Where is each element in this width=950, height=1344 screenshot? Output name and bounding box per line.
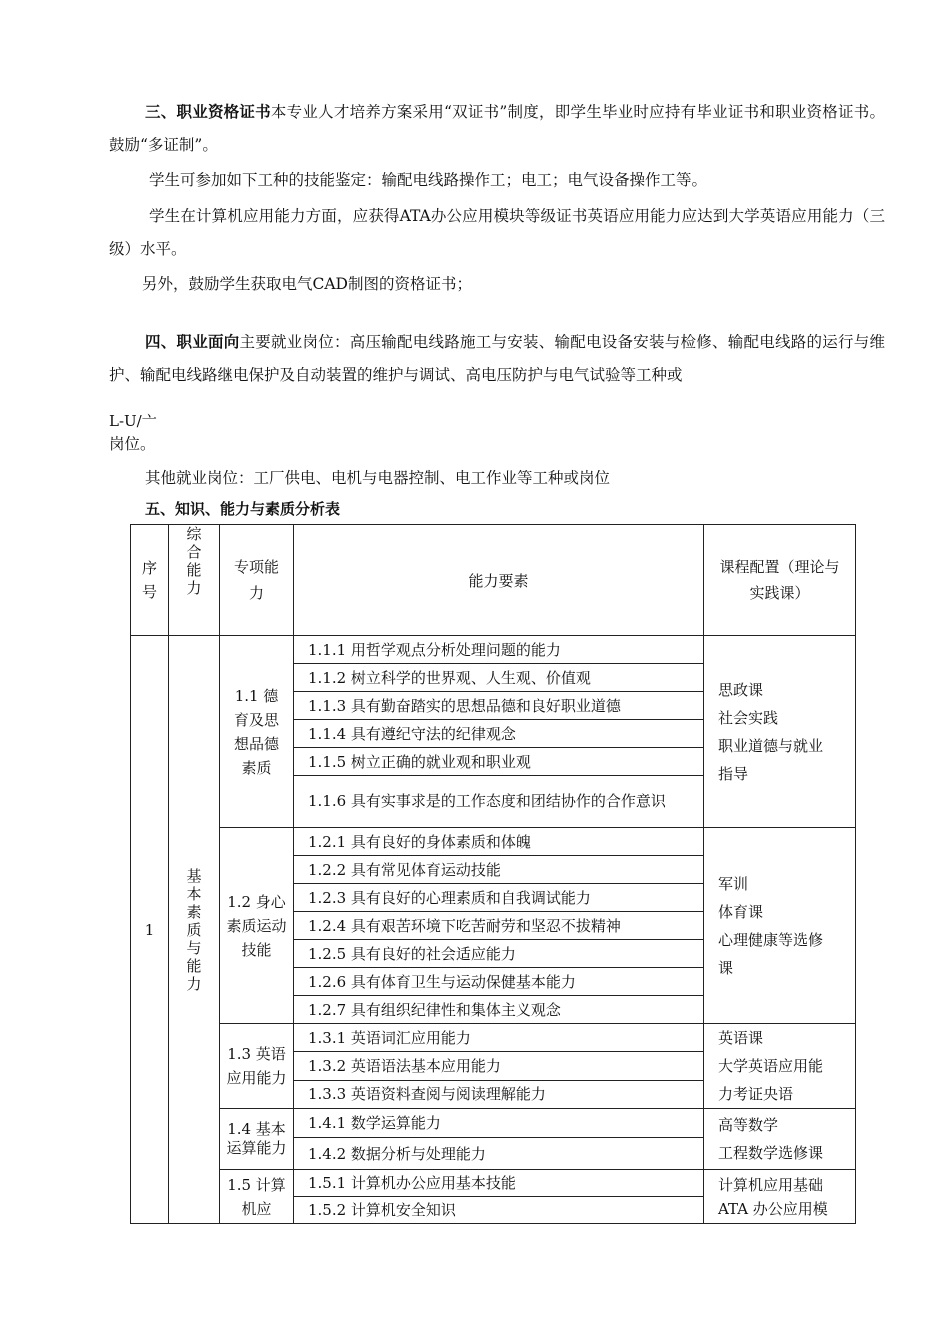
course-line: 力考证央语 xyxy=(718,1085,794,1103)
course-line: 大学英语应用能 xyxy=(718,1057,824,1075)
ability-element: 1.3.2 英语语法基本应用能力 xyxy=(294,1052,704,1080)
ability-element: 1.1.5 树立正确的就业观和职业观 xyxy=(294,748,704,776)
table-row xyxy=(131,1170,856,1197)
section-3-computer-english: 学生在计算机应用能力方面，应获得ATA办公应用模块等级证书英语应用能力应达到大学英语应用能力（三级）水平。 xyxy=(109,206,885,258)
section-3-text: 本专业人才培养方案采用“双证书”制度，即学生毕业时应持有毕业证书和职业资格证书。鼓励“多证制”。 xyxy=(109,102,885,154)
ability-element: 1.2.6 具有体育卫生与运动保健基本能力 xyxy=(294,968,704,996)
course-config xyxy=(704,636,856,828)
section-4-text: 主要就业岗位：高压输配电线路施工与安装、输配电设备安装与检修、输配电线路的运行与维护、输配电线路继电保护及自动装置的维护与调试、高电压防护与电气试验等工种或 xyxy=(109,332,885,384)
course-line: 社会实践 xyxy=(718,708,779,727)
course-line: 课 xyxy=(718,958,734,977)
special-ability: 1.1 德育及思想品德素质 xyxy=(220,636,294,828)
table-row xyxy=(131,636,856,664)
analysis-table xyxy=(130,524,856,1224)
section-3-paragraph xyxy=(109,96,885,162)
ability-element: 1.1.1 用哲学观点分析处理问题的能力 xyxy=(294,636,704,664)
ability-element: 1.2.3 具有良好的心理素质和自我调试能力 xyxy=(294,884,704,912)
ability-element: 1.1.3 具有勤奋踏实的思想品德和良好职业道德 xyxy=(294,692,704,720)
header-elements: 能力要素 xyxy=(294,525,704,636)
course-config xyxy=(704,1024,856,1109)
header-comprehensive: 综合能力 xyxy=(169,525,220,636)
special-ability: 1.4 基本运算能力 xyxy=(220,1109,294,1170)
special-ability: 1.2 身心素质运动技能 xyxy=(220,828,294,1024)
course-line: 心理健康等选修 xyxy=(718,930,824,949)
section-5-heading: 五、知识、能力与素质分析表 xyxy=(145,500,341,518)
section-3-skill-exams: 学生可参加如下工种的技能鉴定：输配电线路操作工；电工；电气设备操作工等。 xyxy=(149,170,708,189)
course-line: 工程数学选修课 xyxy=(718,1144,824,1162)
table-header-row xyxy=(131,525,856,636)
ability-element: 1.1.2 树立科学的世界观、人生观、价值观 xyxy=(294,664,704,692)
ability-element: 1.2.1 具有良好的身体素质和体魄 xyxy=(294,828,704,856)
course-config xyxy=(704,828,856,1024)
comprehensive-ability: 基本素质与能力 xyxy=(169,636,220,1224)
course-line: 计算机应用基础 xyxy=(718,1175,824,1194)
header-no: 序号 xyxy=(131,525,169,636)
course-line: 体育课 xyxy=(718,902,764,921)
row-number: 1 xyxy=(131,636,169,1224)
ability-element: 1.2.5 具有良好的社会适应能力 xyxy=(294,940,704,968)
header-special: 专项能力 xyxy=(220,525,294,636)
course-line: 指导 xyxy=(718,764,749,783)
course-line: 高等数学 xyxy=(718,1116,779,1134)
stray-mark: L-U/亠 xyxy=(109,412,157,430)
course-config xyxy=(704,1109,856,1170)
ability-element: 1.5.1 计算机办公应用基本技能 xyxy=(294,1170,704,1197)
table-row xyxy=(131,1109,856,1138)
section-4-continuation: 岗位。 xyxy=(109,435,156,453)
ability-element: 1.3.1 英语词汇应用能力 xyxy=(294,1024,704,1052)
table-row xyxy=(131,828,856,856)
course-line: 思政课 xyxy=(718,680,764,699)
ability-element: 1.2.4 具有艰苦环境下吃苦耐劳和坚忍不拔精神 xyxy=(294,912,704,940)
ability-element: 1.2.7 具有组织纪律性和集体主义观念 xyxy=(294,996,704,1024)
ability-element: 1.4.2 数据分析与处理能力 xyxy=(294,1138,704,1170)
ability-element: 1.1.4 具有遵纪守法的纪律观念 xyxy=(294,720,704,748)
course-line: 军训 xyxy=(718,874,749,893)
course-line: 职业道德与就业 xyxy=(718,736,824,755)
ability-element: 1.2.2 具有常见体育运动技能 xyxy=(294,856,704,884)
course-line: ATA 办公应用模 xyxy=(718,1199,828,1218)
section-4-other-jobs: 其他就业岗位：工厂供电、电机与电器控制、电工作业等工种或岗位 xyxy=(145,469,611,487)
table-row xyxy=(131,1024,856,1052)
ability-element: 1.3.3 英语资料查阅与阅读理解能力 xyxy=(294,1080,704,1108)
section-4-paragraph xyxy=(109,326,885,392)
ability-element: 1.5.2 计算机安全知识 xyxy=(294,1197,704,1224)
special-ability: 1.3 英语应用能力 xyxy=(220,1024,294,1109)
section-4-heading: 四、职业面向 xyxy=(145,332,240,351)
special-ability: 1.5 计算机应 xyxy=(220,1170,294,1224)
section-3-cad: 另外，鼓励学生获取电气CAD制图的资格证书； xyxy=(142,274,472,293)
header-courses: 课程配置（理论与实践课） xyxy=(704,525,856,636)
section-3-heading: 三、职业资格证书 xyxy=(145,102,271,121)
ability-element: 1.4.1 数学运算能力 xyxy=(294,1109,704,1138)
ability-element: 1.1.6 具有实事求是的工作态度和团结协作的合作意识 xyxy=(294,776,704,828)
course-config xyxy=(704,1170,856,1224)
course-line: 英语课 xyxy=(718,1029,764,1047)
